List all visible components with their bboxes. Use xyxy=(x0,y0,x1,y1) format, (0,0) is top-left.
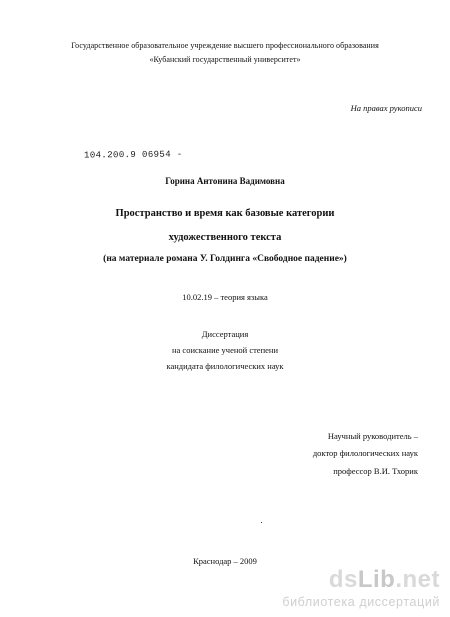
supervisor-line-1: Научный руководитель – xyxy=(327,431,418,441)
specialty: 10.02.19 – теория языка xyxy=(182,292,268,302)
supervisor-line-3: профессор В.И. Тхорик xyxy=(333,466,418,476)
speck xyxy=(261,522,262,523)
title-line-1: Пространство и время как базовые категории xyxy=(115,208,335,219)
supervisor-line-2: доктор филологических наук xyxy=(312,448,418,458)
dslib-logo xyxy=(329,566,440,594)
manuscript-note: На правах рукописи xyxy=(350,103,422,113)
dslib-watermark xyxy=(230,566,440,614)
logo-lib: Lib xyxy=(357,566,396,593)
degree-line-2: на соискание ученой степени xyxy=(171,345,278,355)
title-line-3: (на материале романа У. Голдинга «Свободное падение») xyxy=(103,254,347,264)
author-name: Горина Антонина Вадимовна xyxy=(165,176,285,186)
degree-line-3: кандидата филологических наук xyxy=(166,361,284,371)
place-year: Краснодар – 2009 xyxy=(193,556,257,566)
institution-line-1: Государственное образовательное учреждение высшего профессионального образования xyxy=(71,41,379,50)
institution-line-2: «Кубанский государственный университет» xyxy=(149,55,301,64)
logo-ds: ds xyxy=(328,566,358,593)
degree-line-1: Диссертация xyxy=(201,329,249,339)
watermark-subtitle: библиотека диссертаций xyxy=(282,595,440,609)
registration-stamp: 104.200.9 06954 - xyxy=(83,149,183,161)
title-line-2: художественного текста xyxy=(168,232,282,243)
logo-net: .net xyxy=(395,566,440,593)
